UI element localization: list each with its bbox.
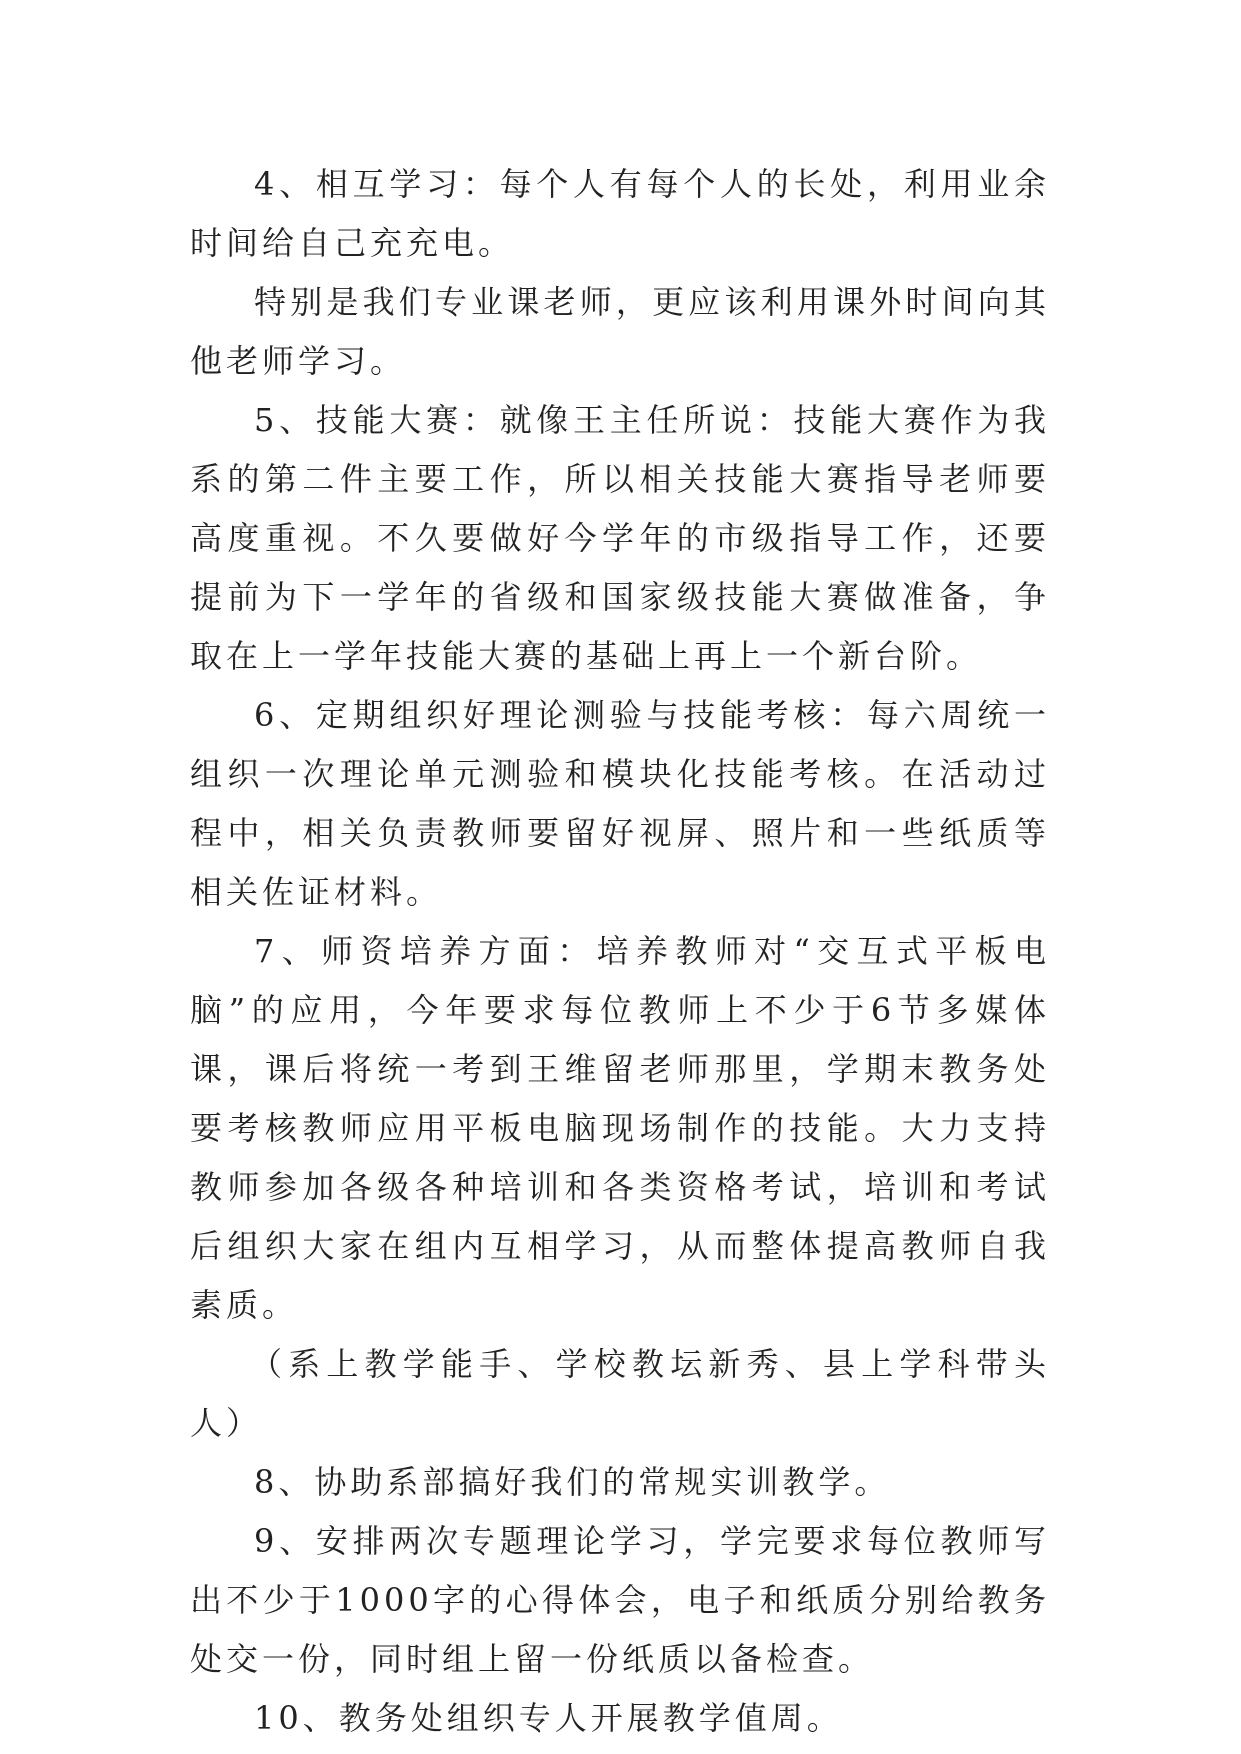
paragraph-parenthetical-note: （系上教学能手、学校教坛新秀、县上学科带头人） xyxy=(190,1345,1050,1442)
paragraph-teacher-study: 特别是我们专业课老师，更应该利用课外时间向其他老师学习。 xyxy=(190,283,1050,380)
paragraph-item-6: 6、定期组织好理论测验与技能考核：每六周统一组织一次理论单元测验和模块化技能考核。在活动过程中，相关负责教师要留好视屏、照片和一些纸质等相关佐证材料。 xyxy=(190,696,1050,911)
paragraph-item-9: 9、安排两次专题理论学习，学完要求每位教师写出不少于1000字的心得体会，电子和纸质分别给教务处交一份，同时组上留一份纸质以备检查。 xyxy=(190,1522,1050,1678)
paragraph-item-10: 10、教务处组织专人开展教学值周。 xyxy=(254,1699,843,1737)
paragraph-item-7: 7、师资培养方面：培养教师对“交互式平板电脑”的应用，今年要求每位教师上不少于6节多媒体课，课后将统一考到王维留老师那里，学期末教务处要考核教师应用平板电脑现场制作的技能。大力支持教师参加各级各种培训和各类资格考试，培训和考试后组织大家在组内互相学习，从而整体提高教师自我素质。 xyxy=(190,932,1050,1324)
paragraph-item-8: 8、协助系部搞好我们的常规实训教学。 xyxy=(254,1463,891,1501)
paragraph-item-4: 4、相互学习：每个人有每个人的长处，利用业余时间给自己充充电。 xyxy=(190,165,1050,262)
document-body xyxy=(190,155,1050,1748)
paragraph-item-5: 5、技能大赛：就像王主任所说：技能大赛作为我系的第二件主要工作，所以相关技能大赛指导老师要高度重视。不久要做好今学年的市级指导工作，还要提前为下一学年的省级和国家级技能大赛做准备，争取在上一学年技能大赛的基础上再上一个新台阶。 xyxy=(190,401,1050,675)
